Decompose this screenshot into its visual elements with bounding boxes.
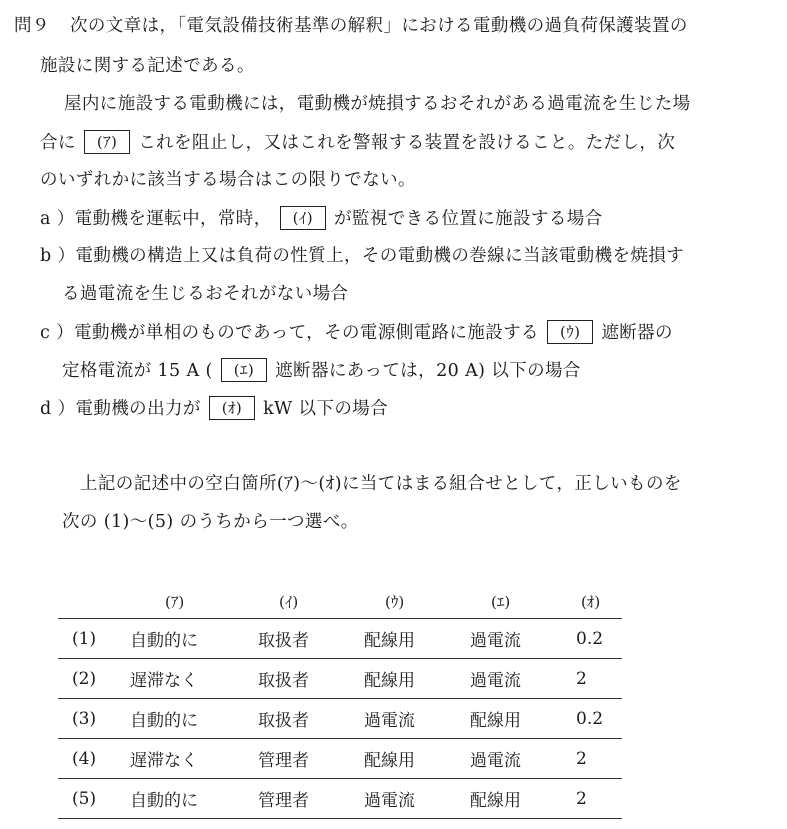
table-cell: 配線用 bbox=[363, 619, 469, 659]
table-cell: 取扱者 bbox=[257, 699, 363, 739]
table-cell: 遅滞なく bbox=[129, 739, 257, 779]
answer-table-header bbox=[58, 584, 622, 619]
table-cell: 2 bbox=[575, 739, 622, 779]
intro-text-1: 次の文章は，「電気設備技術基準の解釈」における電動機の過負荷保護装置の bbox=[70, 16, 688, 36]
blank-o-box: (ｵ) bbox=[209, 396, 255, 420]
item-d-suffix: kW 以下の場合 bbox=[263, 399, 389, 419]
table-cell: 2 bbox=[575, 779, 622, 819]
option-number: (2) bbox=[58, 659, 129, 699]
table-cell: 管理者 bbox=[257, 779, 363, 819]
option-number: (3) bbox=[58, 699, 129, 739]
table-cell: 0.2 bbox=[575, 699, 622, 739]
header-cell: (ｵ) bbox=[581, 592, 601, 611]
item-c-line-1 bbox=[40, 320, 673, 345]
table-cell: 配線用 bbox=[469, 779, 575, 819]
table-row bbox=[58, 779, 622, 819]
table-cell: 取扱者 bbox=[257, 619, 363, 659]
table-cell: 過電流 bbox=[469, 619, 575, 659]
table-row bbox=[58, 739, 622, 779]
header-cell: (ｴ) bbox=[491, 592, 511, 611]
blank-e-box: (ｴ) bbox=[221, 358, 267, 382]
table-cell: 過電流 bbox=[469, 659, 575, 699]
option-number: (4) bbox=[58, 739, 129, 779]
header-cell: (ｱ) bbox=[165, 592, 185, 611]
ask-line-2: 次の (1)～(5) のうちから一つ選べ。 bbox=[62, 512, 359, 532]
item-a-suffix: が監視できる位置に施設する場合 bbox=[334, 209, 603, 229]
table-cell: 配線用 bbox=[469, 699, 575, 739]
table-cell: 過電流 bbox=[363, 699, 469, 739]
table-cell: 管理者 bbox=[257, 739, 363, 779]
header-cell: (ｲ) bbox=[279, 592, 299, 611]
item-d-prefix: d ）電動機の出力が bbox=[40, 399, 201, 419]
blank-i-box: (ｲ) bbox=[280, 206, 326, 230]
intro-text-2: 施設に関する記述である。 bbox=[40, 56, 255, 76]
table-cell: 遅滞なく bbox=[129, 659, 257, 699]
p1-suffix: これを阻止し，又はこれを警報する装置を設けること。ただし，次 bbox=[138, 133, 676, 153]
table-row bbox=[58, 619, 622, 659]
table-cell: 取扱者 bbox=[257, 659, 363, 699]
question-intro-line-1 bbox=[14, 14, 688, 38]
question-number: 問９ bbox=[14, 16, 50, 36]
ask-line-1: 上記の記述中の空白箇所(ｱ)～(ｵ)に当てはまる組合せとして，正しいものを bbox=[80, 474, 682, 494]
item-c-line-2 bbox=[62, 358, 581, 383]
item-c-suffix: 遮断器の bbox=[601, 323, 673, 343]
table-cell: 過電流 bbox=[363, 779, 469, 819]
table-cell: 2 bbox=[575, 659, 622, 699]
option-number: (1) bbox=[58, 619, 129, 659]
option-number: (5) bbox=[58, 779, 129, 819]
item-d bbox=[40, 396, 388, 421]
item-a bbox=[40, 206, 603, 231]
item-c2-suffix: 遮断器にあっては，20 A) 以下の場合 bbox=[275, 361, 581, 381]
blank-a-box: (ｱ) bbox=[84, 130, 130, 154]
paragraph-line-3: のいずれかに該当する場合はこの限りでない。 bbox=[40, 170, 416, 190]
paragraph-line-1: 屋内に施設する電動機には，電動機が焼損するおそれがある過電流を生じた場 bbox=[64, 94, 691, 114]
item-c2-prefix: 定格電流が 15 A ( bbox=[62, 361, 213, 381]
blank-u-box: (ｳ) bbox=[547, 320, 593, 344]
table-row bbox=[58, 699, 622, 739]
item-c-prefix: c ）電動機が単相のものであって，その電源側電路に施設する bbox=[40, 323, 539, 343]
table-cell: 過電流 bbox=[469, 739, 575, 779]
header-cell: (ｳ) bbox=[385, 592, 405, 611]
p1-prefix: 合に bbox=[40, 133, 76, 153]
header-cell bbox=[58, 584, 129, 619]
table-row bbox=[58, 659, 622, 699]
table-cell: 自動的に bbox=[129, 619, 257, 659]
table-cell: 自動的に bbox=[129, 779, 257, 819]
paragraph-line-2 bbox=[40, 130, 675, 155]
answer-table bbox=[58, 584, 622, 819]
table-cell: 配線用 bbox=[363, 739, 469, 779]
table-cell: 配線用 bbox=[363, 659, 469, 699]
item-a-prefix: a ）電動機を運転中，常時， bbox=[40, 209, 272, 229]
item-b-line-1: b ）電動機の構造上又は負荷の性質上，その電動機の巻線に当該電動機を焼損す bbox=[40, 246, 685, 266]
item-b-line-2: る過電流を生じるおそれがない場合 bbox=[62, 284, 349, 304]
table-cell: 自動的に bbox=[129, 699, 257, 739]
table-cell: 0.2 bbox=[575, 619, 622, 659]
